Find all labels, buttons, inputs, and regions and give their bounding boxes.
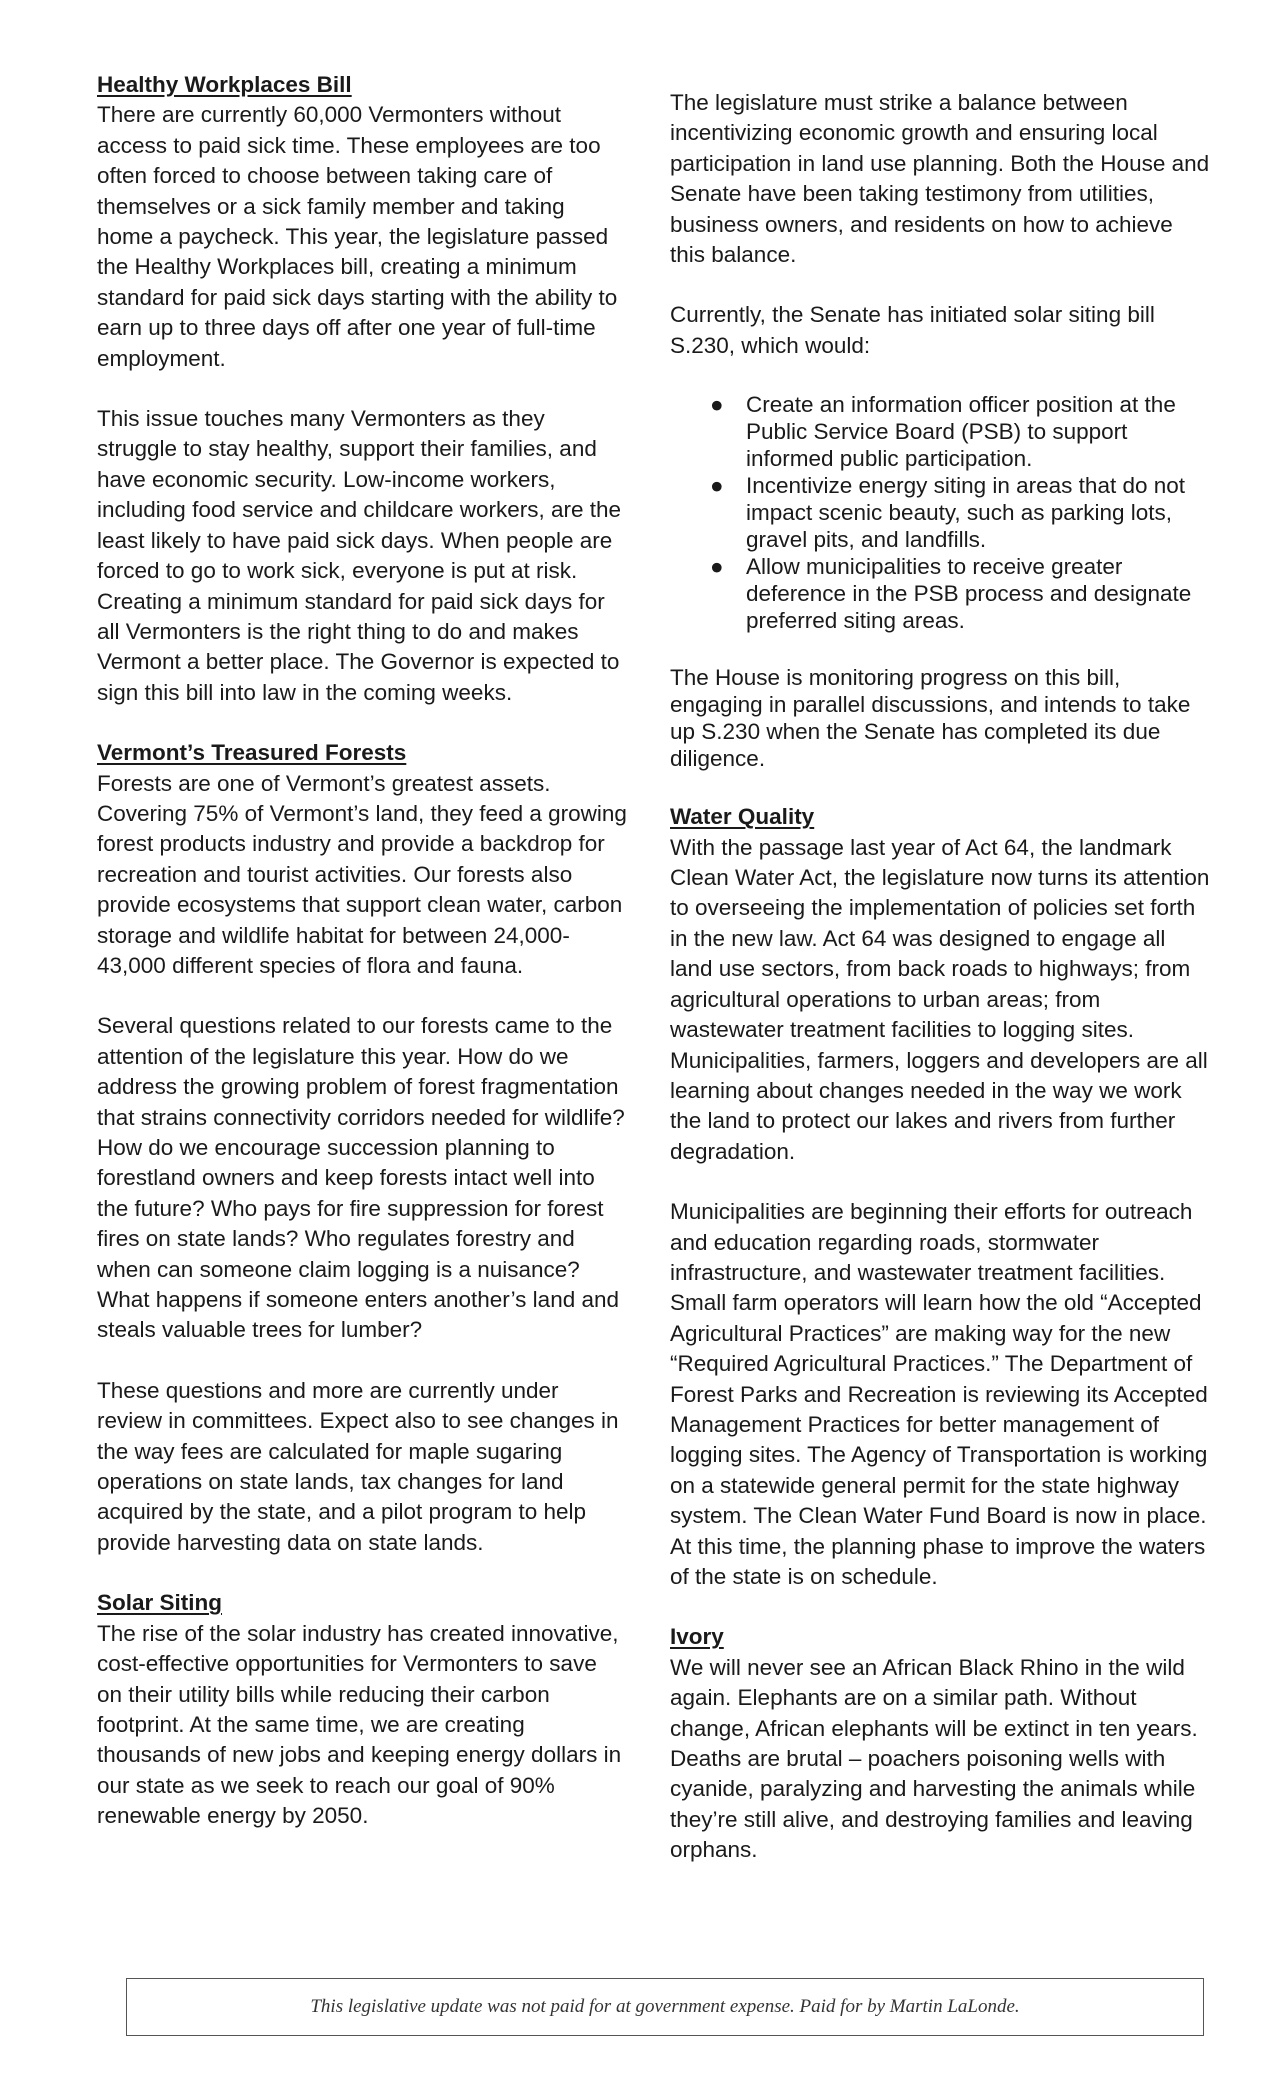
section-healthy-workplaces [97, 70, 627, 708]
bullet-text: Allow municipalities to receive greater deference in the PSB process and designate preferred siting areas. [746, 554, 1192, 634]
bullet-icon: ● [710, 473, 724, 499]
bullet-text: Create an information officer position at the Public Service Board (PSB) to support informed public participation. [746, 392, 1176, 472]
healthy-workplaces-paragraph-1: There are currently 60,000 Vermonters without access to paid sick time. These employees are too often forced to choose between taking care of themselves or a sick family member and taking home a paycheck. This year, the legislature passed the Healthy Workplaces bill, creating a minimum standard for paid sick days starting with the ability to earn up to three days off after one year of full-time employment. [97, 102, 618, 371]
solar-paragraph-2: The legislature must strike a balance between incentivizing economic growth and ensuring local participation in land use planning. Both the House and Senate have been taking testimony from utilities, business owners, and residents on how to achieve this balance. [670, 90, 1210, 268]
footer-disclaimer [126, 1978, 1204, 2036]
ivory-paragraph-1: We will never see an African Black Rhino in the wild again. Elephants are on a similar path. Without change, African elephants will be extinct in ten years. Deaths are brutal – poachers poisoning wells with cyanide, paralyzing and harvesting the animals while they’re still alive, and destroying families and leaving orphans. [670, 1654, 1198, 1863]
water-paragraph-2: Municipalities are beginning their efforts for outreach and education regarding roads, stormwater infrastructure, and wastewater treatment facilities. Small farm operators will learn how the old “Accepted Agricultural Practices” are making way for the new “Required Agricultural Practices.” The Department of Forest Parks and Recreation is reviewing its Accepted Management Practices for better management of logging sites. The Agency of Transportation is working on a statewide general permit for the state highway system. The Clean Water Fund Board is now in place. At this time, the planning phase to improve the waters of the state is on schedule. [670, 1199, 1208, 1589]
list-item [710, 391, 1210, 472]
forests-paragraph-2: Several questions related to our forests came to the attention of the legislature this year. How do we address the growing problem of forest fragmentation that strains connectivity corridors needed for wildlife? How do we encourage succession planning to forestland owners and keep forests intact well into the future? Who pays for fire suppression for forest fires on state lands? Who regulates forestry and when can someone claim logging is a nuisance? What happens if someone enters another’s land and steals valuable trees for lumber? [97, 1013, 625, 1343]
list-item [710, 553, 1210, 634]
solar-paragraph-4: The House is monitoring progress on this bill, engaging in parallel discussions, and intends to take up S.230 when the Senate has completed its due diligence. [670, 665, 1191, 772]
section-solar-siting [97, 1588, 627, 1831]
section-forests [97, 738, 627, 1558]
healthy-workplaces-paragraph-2: This issue touches many Vermonters as they struggle to stay healthy, support their families, and have economic security. Low-income workers, including food service and childcare workers, are the least likely to have paid sick days. When people are forced to go to work sick, everyone is put at risk. Creating a minimum standard for paid sick days for all Vermonters is the right thing to do and makes Vermont a better place. The Governor is expected to sign this bill into law in the coming weeks. [97, 406, 622, 705]
footer-disclaimer-text: This legislative update was not paid for at government expense. Paid for by Martin LaLonde. [310, 1996, 1020, 2017]
section-ivory [670, 1622, 1210, 1865]
forests-paragraph-3: These questions and more are currently under review in committees. Expect also to see changes in the way fees are calculated for maple sugaring operations on state lands, tax changes for land acquired by the state, and a pilot program to help provide harvesting data on state lands. [97, 1377, 619, 1555]
heading-forests: Vermont’s Treasured Forests [97, 740, 407, 766]
heading-healthy-workplaces: Healthy Workplaces Bill [97, 72, 352, 97]
right-column [670, 88, 1210, 1866]
water-paragraph-1: With the passage last year of Act 64, the landmark Clean Water Act, the legislature now turns its attention to overseeing the implementation of policies set forth in the new law. Act 64 was designed to engage all land use sectors, from back roads to highways; from agricultural operations to urban areas; from wastewater treatment facilities to logging sites. Municipalities, farmers, loggers and developers are all learning about changes needed in the way we work the land to protect our lakes and rivers from further degradation. [670, 834, 1210, 1164]
s230-bullet-list [670, 391, 1210, 634]
forests-paragraph-1: Forests are one of Vermont’s greatest assets. Covering 75% of Vermont’s land, they feed a growing forest products industry and provide a backdrop for recreation and tourist activities. Our forests also provide ecosystems that support clean water, carbon storage and wildlife habitat for between 24,000-43,000 different species of flora and fauna. [97, 770, 627, 978]
section-water-quality [670, 802, 1210, 1592]
list-item [710, 472, 1210, 553]
heading-water-quality: Water Quality [670, 804, 815, 830]
solar-paragraph-1: The rise of the solar industry has created innovative, cost-effective opportunities for Vermonters to save on their utility bills while reducing their carbon footprint. At the same time, we are creating thousands of new jobs and keeping energy dollars in our state as we seek to reach our goal of 90% renewable energy by 2050. [97, 1620, 622, 1829]
bullet-text: Incentivize energy siting in areas that do not impact scenic beauty, such as parking lots, gravel pits, and landfills. [746, 473, 1186, 553]
left-column [97, 70, 627, 1832]
bullet-icon: ● [710, 392, 724, 418]
heading-ivory: Ivory [670, 1624, 724, 1650]
bullet-icon: ● [710, 554, 724, 580]
section-solar-siting-continued [670, 88, 1210, 772]
heading-solar-siting: Solar Siting [97, 1590, 223, 1616]
solar-paragraph-3: Currently, the Senate has initiated solar siting bill S.230, which would: [670, 302, 1155, 358]
